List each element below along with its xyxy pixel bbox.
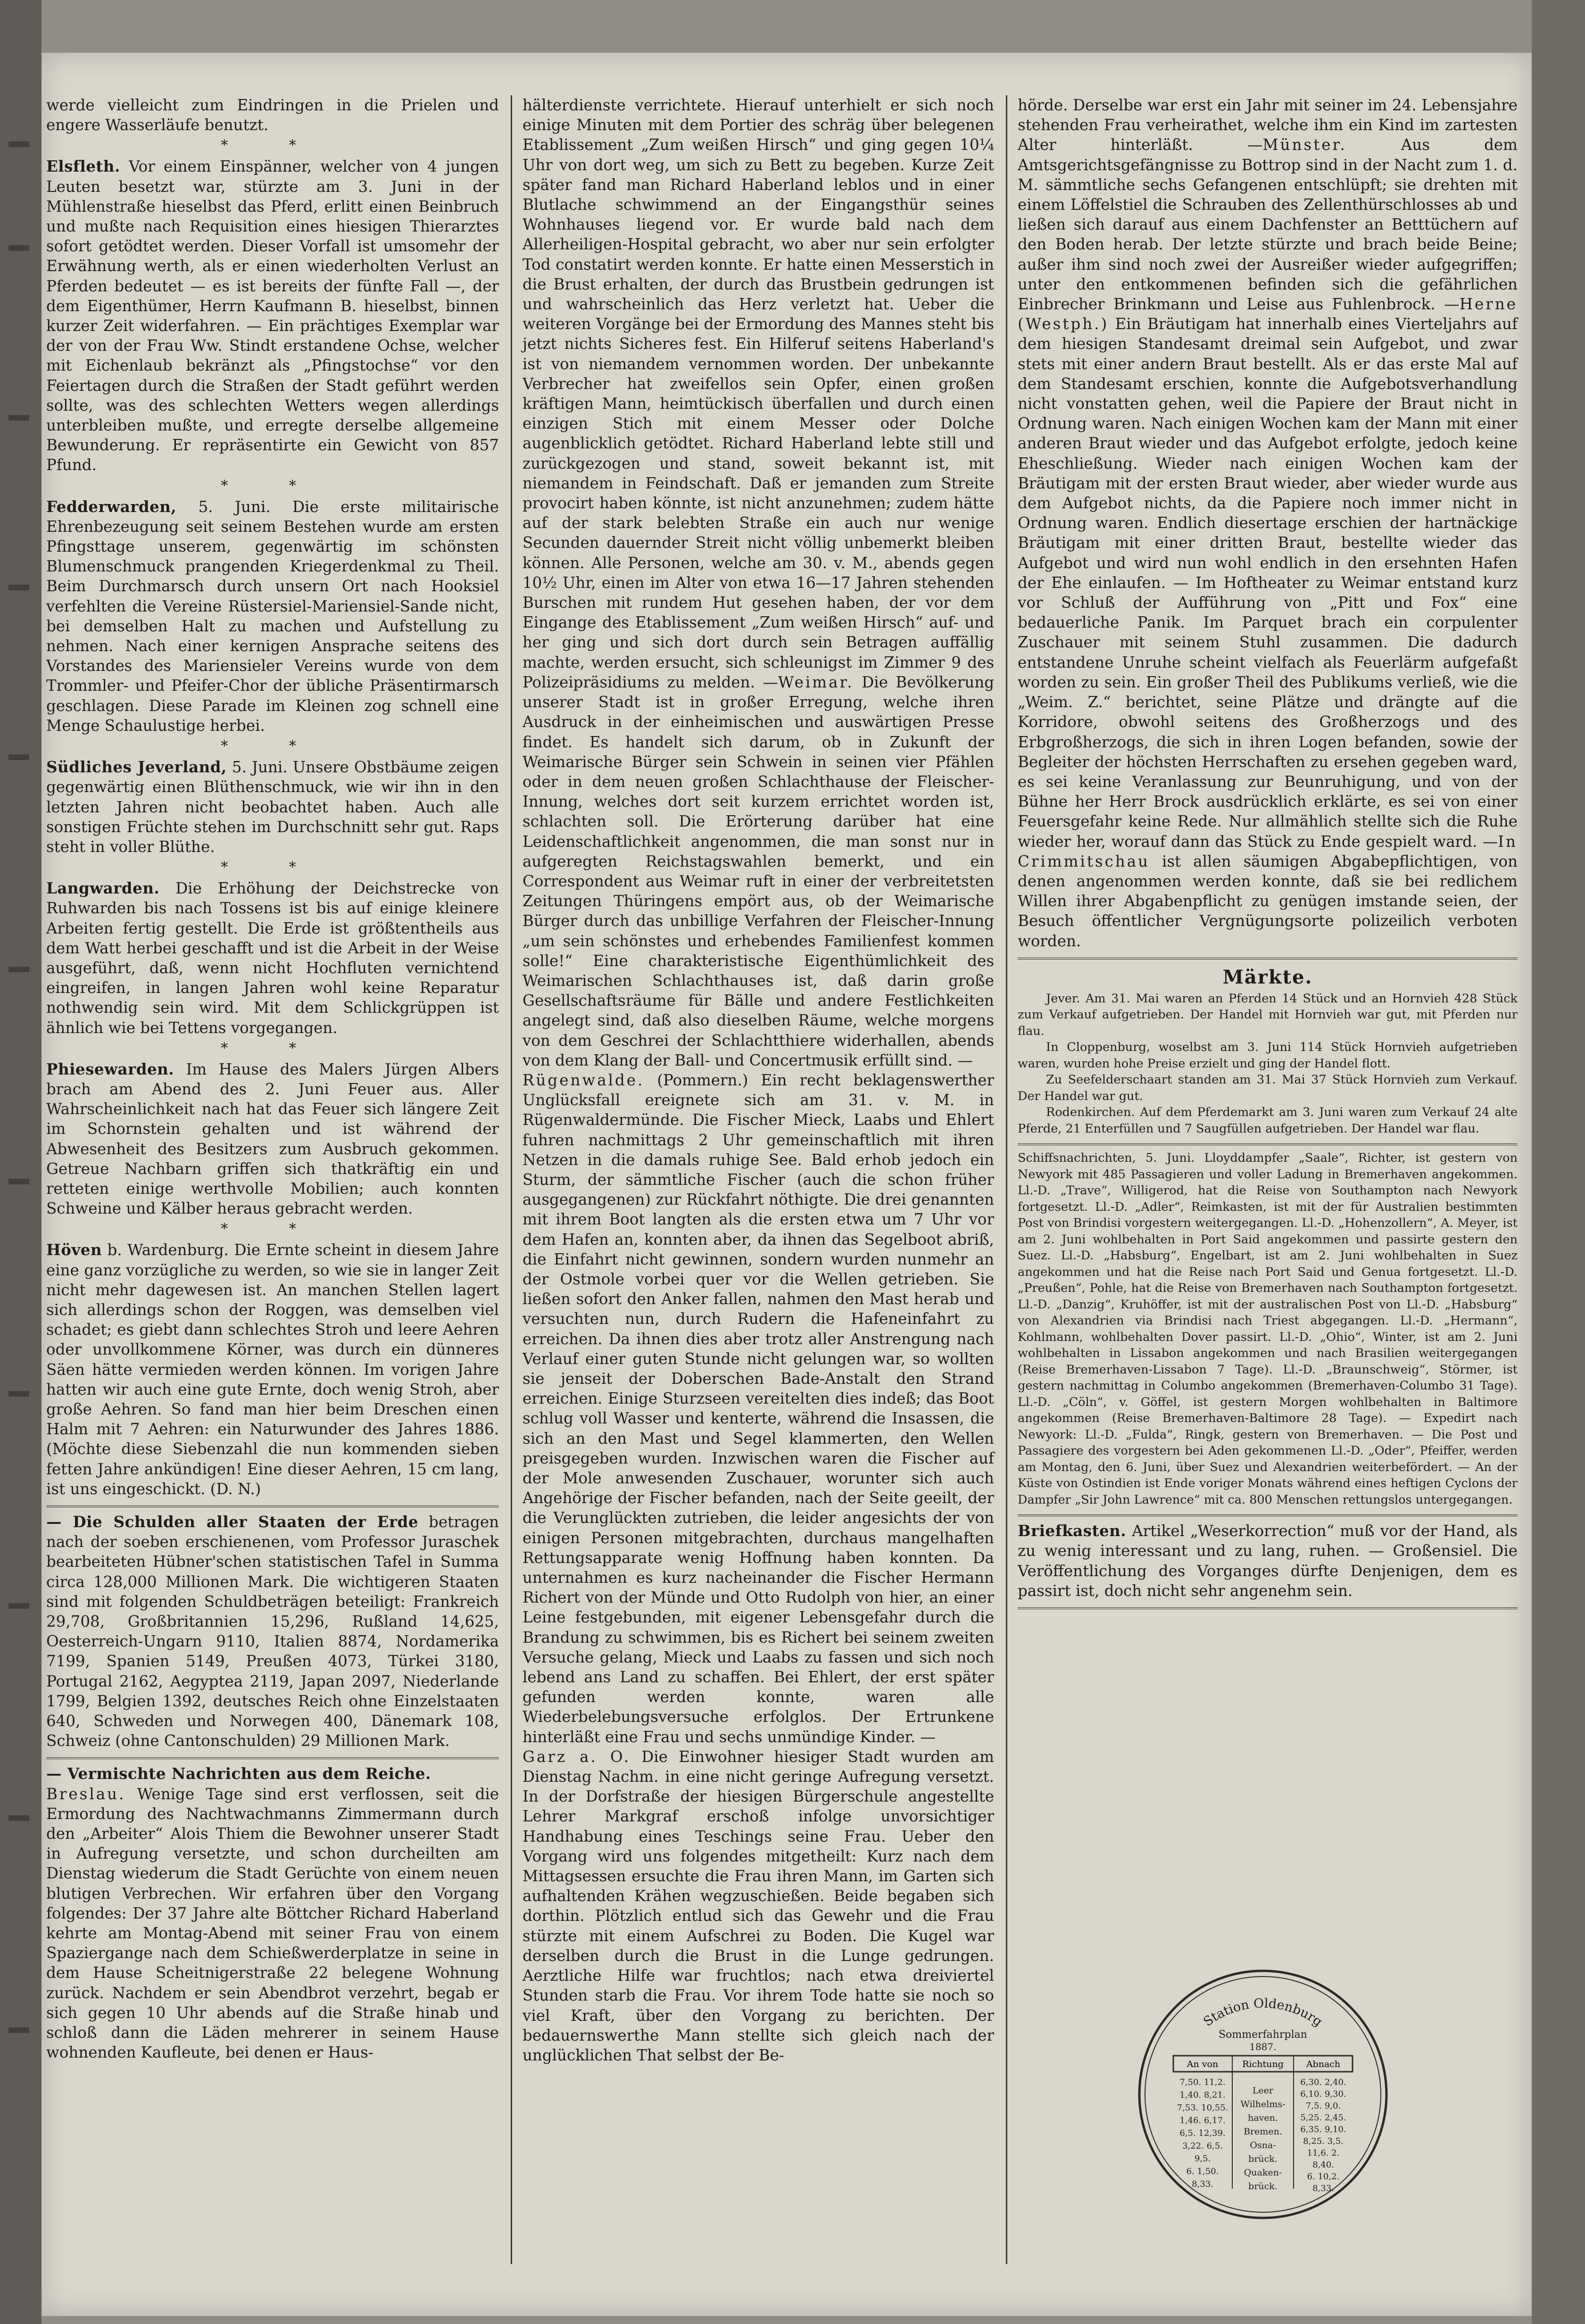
body-hoeven: b. Wardenburg. Die Ernte scheint in diesem Jahre eine ganz vorzügliche zu werden, so wie sie in langer Zeit nicht mehr dagewesen ist. An manchen Stellen lagert sich allerdings schon der Roggen, was demselben viel schadet; es giebt dann schlechtes Stroh und leere Aehren oder unvollkommene Körner, was durch ein dünneres Säen hätte vermieden werden können. Im vorigen Jahre hatten wir auch eine gute Ernte, doch wenig Stroh, aber große Aehren. So fand man hier beim Dreschen einen Halm mit 7 Aehren: ein Naturwunder des Jahres 1886. (Möchte diese Siebenzahl die nun kommenden sieben fetten Jahre ankündigen! Eine dieser Aehren, 15 cm lang, ist uns eingeschickt. (D. N.) xyxy=(46,1241,499,1498)
column-rule xyxy=(1006,95,1007,2264)
column-1 xyxy=(46,95,499,2062)
arrival-time: 1,40. 8,21. xyxy=(1179,2090,1226,2100)
departure-time: 11,6. 2. xyxy=(1307,2148,1340,2158)
section-rule xyxy=(1018,1607,1518,1609)
body-elsfleth: Vor einem Einspänner, welcher von 4 jungen Leuten besetzt war, stürzte am 3. Juni in der Mühlenstraße hieselbst das Pferd, erlitt einen Beinbruch und mußte nach Requisition eines hiesigen Thierarztes sofort getödtet werden. Dieser Vorfall ist umsomehr der Erwähnung werth, als er einen wiederholten Verlust an Pferden bedeutet — es ist bereits der fünfte Fall —, der dem Eigenthümer, Herrn Kaufmann B. hieselbst, binnen kurzer Zeit widerfahren. — Ein prächtiges Exemplar war der von der Frau Ww. Stindt erstandene Ochse, welcher mit Eichenlaub bekränzt als „Pfingstochse“ vor den Feiertagen durch die Straßen der Stadt geführt werden sollte, was des schlechten Wetters wegen allerdings unterbleiben mußte, und erregte derselbe allgemeine Bewunderung. Er repräsentirte ein Gewicht von 857 Pfund. xyxy=(46,157,499,474)
article-phiesewarden xyxy=(46,1059,499,1219)
column-2 xyxy=(523,95,994,2065)
article-breslau-cont: hälterdienste verrichtete. Hierauf unterhielt er sich noch einige Minuten mit dem Portier des schräg über belegenen Etablissement „Zum weißen Hirsch“ und ging gegen 10¼ Uhr von dort weg, um sich zu Bett zu begeben. Kurze Zeit später fand man Richard Haberland leblos und in einer Blutlache schwimmend an der Eingangsthür seines Wohnhauses liegend vor. Er wurde bald nach dem Allerheiligen-Hospital gebracht, wo aber nur sein erfolgter Tod constatirt werden konnte. Er hatte einen Messerstich in die Brust erhalten, der durch das Brustbein gedrungen ist und wahrscheinlich das Herz verletzt hat. Ueber die weiteren Vorgänge bei der Ermordung des Mannes steht bis jetzt nichts Sicheres fest. Ein Hilferuf seitens Haberland's ist von niemandem vernommen worden. Der unbekannte Verbrecher hat zweifellos sein Opfer, einen großen kräftigen Mann, heimtückisch überfallen und durch einen einzigen Stich mit einem Messer oder Dolche augenblicklich getödtet. Richard Haberland lebte still und zurückgezogen und stand, soweit bekannt ist, mit niemandem in Feindschaft. Daß er jemanden zum Streite provocirt haben könnte, ist nicht anzunehmen; zudem hätte auf der stark belebten Straße ein auch nur wenige Secunden dauernder Streit nicht völlig unbemerkt bleiben können. Alle Personen, welche am 30. v. M., abends gegen 10½ Uhr, einen im Alter von etwa 16—17 Jahren stehenden Burschen mit rundem Hut gesehen haben, der vor dem Eingange des Etablissement „Zum weißen Hirsch“ auf- und her ging und sich dort durch sein Betragen auffällig machte, werden ersucht, sich schleunigst im Zimmer 9 des Polizeipräsidiums zu melden. —Weimar. Die Bevölkerung unserer Stadt ist in großer Erregung, welche ihren Ausdruck in der einheimischen und auswärtigen Presse findet. Es handelt sich darum, ob in Zukunft der Weimarische Bürger sein Schwein in seinen vier Pfählen oder in dem neuen großen Schlachthause der Fleischer-Innung, welches dort seit kurzem errichtet worden ist, schlachten soll. Die Erörterung darüber hat eine Leidenschaftlichkeit angenommen, die man sonst nur in aufgeregten Reichstagswahlen bemerkt, und ein Correspondent aus Weimar ruft in einer der verbreitetsten Zeitungen Thüringens empört aus, ob der Weimarische Bürger durch das unbillige Verfahren der Fleischer-Innung „um sein schönstes und erhebendes Familienfest kommen solle!“ Eine charakteristische Eigenthümlichkeit des Weimarischen Schlachthauses ist, daß darin große Gesellschaftsräume für Bälle und andere Festlichkeiten angelegt sind, daß also dieselben Räume, welche morgens von dem Geschrei der Schlachtthiere widerhallen, abends von dem Klang der Ball- und Concertmusik erfüllt sind. — xyxy=(523,96,994,1069)
column-rule xyxy=(511,95,512,2264)
timetable-departures xyxy=(1300,2077,1346,2193)
seal-year: 1887. xyxy=(1249,2041,1277,2052)
article-fedderwarden xyxy=(46,497,499,736)
arrival-time: 9,5. xyxy=(1194,2154,1211,2164)
article-garz: Garz a. O. Die Einwohner hiesiger Stadt wurden am Dienstag Nachm. in eine nicht geringe Aufregung versetzt. In der Dorfstraße der hiesigen Bürgerschule angestellte Lehrer Markgraf erschoß infolge unvorsichtiger Handhabung eines Teschings seine Frau. Ueber den Vorgang wird uns folgendes mitgetheilt: Kurz nach dem Mittagsessen ersuchte die Frau ihren Mann, im Garten sich aufhaltenden Krähen wegzuschießen. Beide begaben sich dorthin. Plötzlich entlud sich das Gewehr und die Frau stürzte mit einem Aufschrei zu Boden. Die Kugel war derselben durch die Brust in die Lunge gedrungen. Aerztliche Hilfe war fruchtlos; nach etwa dreiviertel Stunden starb die Frau. Vor ihrem Tode hatte sie noch so viel Kraft, über den Vorgang zu berichten. Der bedauernswerthe Mann stellte sich gleich nach der unglücklichen That selbst der Be- xyxy=(523,1747,994,2064)
arrival-time: 3,22. 6,5. xyxy=(1182,2141,1223,2151)
arrival-time: 6,5. 12,39. xyxy=(1179,2128,1226,2138)
body-langwarden: Die Erhöhung der Deichstrecke von Ruhwarden bis nach Tossens ist bis auf einige kleinere Arbeiten fertig gestellt. Die Erde ist größtentheils aus dem Watt herbei geschafft und ist die Arbeit in der Weise ausgeführt, daß, wenn nicht Hochfluten vernichtend eingreifen, in langen Jahren wohl keine Reparatur nothwendig sein wird. Mit dem Schlickgrüppen ist ähnlich wie bei Tettens vorgegangen. xyxy=(46,879,499,1037)
departure-time: 6,30. 2,40. xyxy=(1300,2077,1346,2087)
body-schulden: betragen nach der soeben erschienenen, vom Professor Juraschek bearbeiteten Hübner'schen statistischen Tafel in Summa circa 128,000 Millionen Mark. Die wichtigeren Staaten sind mit folgenden Schuldbeträgen beteiligt: Frankreich 29,708, Großbritannien 15,296, Rußland 14,625, Oesterreich-Ungarn 9110, Italien 8874, Nordamerika 7199, Spanien 5149, Preußen 4073, Türkei 3180, Portugal 2162, Aegyptea 2119, Japan 2097, Niederlande 1799, Belgien 1392, deutsches Reich ohne Einzelstaaten 640, Schweden und Norwegen 400, Dänemark 108, Schweiz (ohne Cantonschulden) 29 Millionen Mark. xyxy=(46,1513,499,1750)
place-garz: Garz a. O. xyxy=(523,1747,631,1766)
intro-text: werde vielleicht zum Eindringen in die Prielen und engere Wasserläufe benutzt. xyxy=(46,96,499,134)
arrival-time: 1,46. 6,17. xyxy=(1179,2116,1226,2126)
article-jeverland xyxy=(46,757,499,857)
destination-name: Bremen. xyxy=(1244,2126,1282,2137)
heading-jeverland: Südliches Jeverland, xyxy=(46,758,227,777)
seal-station-name: Station Oldenburg xyxy=(1201,1996,1325,2030)
separator-stars: * * xyxy=(221,1221,324,1238)
arrival-time: 8,33. xyxy=(1192,2179,1213,2189)
section-rule xyxy=(1018,958,1518,959)
body-fedderwarden: 5. Juni. Die erste militairische Ehrenbezeugung seit seinem Bestehen wurde am ersten Pfingsttage unserem, gegenwärtig im schönsten Blumenschmuck prangenden Kriegerdenkmal zu Theil. Beim Durchmarsch durch unsern Ort nach Hooksiel verfehlten die Vereine Rüstersiel-Mariensiel-Sande nicht, bei demselben Halt zu machen und Aufstellung zu nehmen. Nach einer kernigen Ansprache seitens des Vorstandes des Mariensieler Vereins wurde von dem Trommler- und Pfeifer-Chor der übliche Präsentirmarsch geschlagen. Diese Parade im Kleinen zog schnell eine Menge Schaulustige herbei. xyxy=(46,497,499,735)
departure-time: 5,25. 2,45. xyxy=(1300,2113,1346,2123)
destination-name: Leer xyxy=(1252,2085,1274,2096)
heading-elsfleth: Elsfleth. xyxy=(46,157,120,176)
header-arrival: An von xyxy=(1187,2059,1219,2069)
destination-name: Osna- xyxy=(1250,2140,1276,2150)
header-direction: Richtung xyxy=(1242,2059,1284,2069)
departure-time: 7,5. 9,0. xyxy=(1305,2101,1341,2111)
facing-page-edge xyxy=(0,0,41,2324)
destination-name: brück. xyxy=(1248,2154,1278,2164)
destination-name: brück. xyxy=(1248,2181,1278,2192)
separator-stars: * * xyxy=(221,859,324,876)
article-garz-cont: hörde. Derselbe war erst ein Jahr mit seiner im 24. Lebensjahre stehenden Frau verheirathet, welche ihm ein Kind im zartesten Alter hinterläßt. —Münster. Aus dem Amtsgerichtsgefängnisse zu Bottrop sind in der Nacht zum 1. d. M. sämmtliche sechs Gefangenen entschlüpft; sie drehten mit einem Löffelstiel die Schrauben des Zellenthürschlosses ab und ließen sich darauf aus einem Dachfenster an Betttüchern auf den Boden herab. Der letzte stürzte und brach beide Beine; außer ihm sind noch zwei der Ausreißer wieder aufgegriffen; unter den entkommenen befinden sich die gefährlichen Einbrecher Brinkmann und Leise aus Fuhlenbrock. —Herne (Westph.) Ein Bräutigam hat innerhalb eines Vierteljahrs auf dem hiesigen Standesamt dreimal sein Aufgebot, und zwar stets mit einer andern Braut bestellt. Als er das erste Mal auf dem Standesamt erschien, konnte die Aufgebotsverhandlung nicht vonstatten gehen, weil die Papiere der Braut nicht in Ordnung waren. Nach einigen Wochen kam der Mann mit einer anderen Braut wieder und das Aufgebot erfolgte, jedoch keine Eheschließung. Wieder nach einigen Wochen kam der Bräutigam mit der ersten Braut wieder, aber wieder wurde aus dem Aufgebot nichts, da die Papiere noch immer nicht in Ordnung waren. Endlich diesertage erschien der hartnäckige Bräutigam mit einer dritten Braut, bestellte wieder das Aufgebot und wird nun wohl endlich in den ersehnten Hafen der Ehe einlaufen. — Im Hoftheater zu Weimar entstand kurz vor Schluß der Aufführung von „Pitt und Fox“ eine bedauerliche Panik. Im Parquet brach ein corpulenter Zuschauer mit seinem Stuhl zusammen. Die dadurch entstandene Unruhe scheint vielfach als Feuerlärm aufgefaßt worden zu sein. Ein großer Theil des Publikums verließ, wie die „Weim. Z.“ berichtet, seine Plätze und drängte auf die Korridore, obwohl seitens des Großherzogs und des Erbgroßherzogs, die sich in ihren Logen befanden, sowie der Begleiter der höchsten Herrschaften zu ersehen gegeben ward, es sei keine Veranlassung zur Beunruhigung, und von der Bühne her Herr Brock ausdrücklich erklärte, es sei von einer Feuersgefahr keine Rede. Nur allmählich stellte sich die Ruhe wieder her, worauf dann das Stück zu Ende gespielt ward. —In Crimmitschau ist allen säumigen Abgabepflichtigen, von denen angenommen werden konnte, daß sie bei redlichem Willen ihrer Abgabenpflicht zu genügen imstande seien, der Besuch öffentlicher Vergnügungsorte polizeilich verboten worden. xyxy=(1018,96,1518,950)
market-jever: Jever. Am 31. Mai waren an Pferden 14 Stück und an Hornvieh 428 Stück zum Verkauf aufgetrieben. Der Handel mit Hornvieh war gut, mit Pferden nur flau. xyxy=(1018,991,1518,1038)
body-phiesewarden: Im Hause des Malers Jürgen Albers brach am Abend des 2. Juni Feuer aus. Aller Wahrscheinlichkeit nach hat das Feuer sich längere Zeit im Schornstein gehalten und ist während der Abwesenheit des Besitzers zum Ausbruch gekommen. Getreue Nachbarn griffen sich thatkräftig ein und retteten einige werthvolle Mobilien; auch konnten Schweine und Kälber heraus gebracht werden. xyxy=(46,1060,499,1218)
place-breslau: Breslau. xyxy=(46,1785,126,1803)
separator-stars: * * xyxy=(221,477,324,494)
shipping-news xyxy=(1018,1150,1518,1508)
timetable-arrivals xyxy=(1177,2077,1228,2189)
book-edge xyxy=(1532,0,1585,2324)
section-rule xyxy=(1018,1143,1518,1145)
place-crimmitschau: In Crimmitschau xyxy=(1018,832,1518,870)
article-briefkasten: Briefkasten. Artikel „Weserkorrection“ muß vor der Hand, als zu wenig interessant und zu lang, ruhen. — Großensiel. Die Veröffentlichung des Vorganges dürfte Denjenigen, dem es passirt ist, doch nicht sehr angenehm sein. xyxy=(1018,1522,1518,1600)
destination-name: Quaken- xyxy=(1244,2167,1282,2178)
article-langwarden xyxy=(46,878,499,1038)
arrival-time: 7,50. 11,2. xyxy=(1179,2077,1226,2087)
market-seefelderschaart: Zu Seefelderschaart standen am 31. Mai 37 Stück Hornvieh zum Verkauf. Der Handel war gut. xyxy=(1018,1073,1518,1103)
section-rule xyxy=(1018,1514,1518,1516)
departure-time: 8,40. xyxy=(1312,2160,1334,2170)
column-3 xyxy=(1018,95,1518,1614)
arrival-time: 6. 1,50. xyxy=(1186,2167,1219,2176)
heading-schulden: — Die Schulden aller Staaten der Erde xyxy=(46,1513,419,1531)
heading-briefkasten: Briefkasten. xyxy=(1018,1522,1127,1540)
heading-phiesewarden: Phiesewarden. xyxy=(46,1059,174,1078)
separator-stars: * * xyxy=(221,137,324,154)
place-herne: Herne (Westph.) xyxy=(1018,295,1518,333)
market-reports xyxy=(1018,991,1518,1137)
article-elsfleth xyxy=(46,157,499,475)
departure-time: 8,33. xyxy=(1312,2183,1334,2193)
section-rule xyxy=(46,1757,499,1759)
separator-stars: * * xyxy=(221,738,324,755)
place-weimar: Weimar. xyxy=(778,673,854,691)
heading-hoeven: Höven xyxy=(46,1241,102,1259)
heading-fedderwarden: Fedderwarden, xyxy=(46,497,177,516)
departure-time: 6. 10,2. xyxy=(1307,2172,1340,2182)
body-breslau: Wenige Tage sind erst verflossen, seit die Ermordung des Nachtwachmanns Zimmermann durch den „Arbeiter“ Alois Thiem die Bewohner unserer Stadt in Aufregung versetzte, und schon durcheilten am Dienstag wiederum die Stadt Gerüchte von einem neuen blutigen Verbrechen. Wir erfahren über den Vorgang folgendes: Der 37 Jahre alte Böttcher Richard Haberland kehrte am Montag-Abend mit seiner Frau von einem Spaziergange nach dem Schießwerderplatze in seine in dem Hause Scheitnigerstraße 22 belegene Wohnung zurück. Nachdem er sein Abendbrot verzehrt, begab er sich gegen 10 Uhr abends auf die Straße hinab und schloß dann die Läden mehrerer in seinem Hause wohnenden Kaufleute, bei denen er Haus- xyxy=(46,1785,499,2062)
destination-name: haven. xyxy=(1248,2113,1278,2123)
departure-time: 8,25. 3,5. xyxy=(1303,2136,1344,2146)
header-departure: Abnach xyxy=(1306,2059,1341,2069)
shipping-text: Schiffsnachrichten, 5. Juni. Lloyddampfer „Saale“, Richter, ist gestern von Newyork mit 485 Passagieren und voller Ladung in Bremerhaven angekommen. Ll.-D. „Trave“, Willigerod, hat die Reise von Southampton nach Newyork fortgesetzt. Ll.-D. „Adler“, Reimkasten, ist mit der für Australien bestimmten Post von Brindisi vorgestern weitergegangen. Ll.-D. „Hohenzollern“, A. Meyer, ist am 2. Juni wohlbehalten in Port Said angekommen und passirte gestern den Suez. Ll.-D. „Habsburg“, Engelbart, ist am 2. Juni wohlbehalten in Suez angekommen und hat die Reise nach Port Said und Genua fortgesetzt. Ll.-D. „Preußen“, Pohle, hat die Reise von Bremerhaven nach Southampton fortgesetzt. Ll.-D. „Danzig“, Kruhöffer, ist mit der australischen Post von Ll.-D. „Habsburg“ von Alexandrien via Brindisi nach Triest abgegangen. Ll.-D. „Hermann“, Kohlmann, wohlbehalten Dover passirt. Ll.-D. „Ohio“, Winter, ist am 2. Juni wohlbehalten in Lissabon angekommen und nach Brasilien weitergegangen (Reise Bremerhaven-Lissabon 7 Tage). Ll.-D. „Braunschweig“, Störmer, ist gestern nachmittag in Columbo angekommen (Bremerhaven-Columbo 31 Tage). Ll.-D. „Cöln“, v. Göffel, ist gestern Morgen wohlbehalten in Baltimore angekommen (Reise Bremerhaven-Baltimore 28 Tage). — Expedirt nach Newyork: Ll.-D. „Fulda“, Ringk, gestern von Bremerhaven. — Die Post und Passagiere des vorgestern bei Aden gekommenen Ll.-D. „Oder“, Pfeiffer, werden am Montag, den 6. Juni, über Suez und Alexandrien weiterbefördert. — An der Küste von Ostindien ist Ende voriger Monats während eines heftigen Cyclons der Dampfer „Sir John Lawrence“ mit ca. 800 Menschen rettungslos untergegangen. xyxy=(1018,1151,1518,1507)
place-ruegenwalde: Rügenwalde. xyxy=(523,1071,645,1089)
separator-stars: * * xyxy=(221,1040,324,1057)
place-muenster: Münster. xyxy=(1262,136,1347,154)
section-heading-reich: — Vermischte Nachrichten aus dem Reiche. xyxy=(46,1764,431,1783)
newspaper-page xyxy=(41,53,1532,2316)
market-rodenkirchen: Rodenkirchen. Auf dem Pferdemarkt am 3. Juni waren zum Verkauf 24 alte Pferde, 21 Enterfüllen und 7 Saugfüllen aufgetrieben. Der Handel war flau. xyxy=(1018,1105,1518,1136)
section-rule xyxy=(46,1505,499,1507)
destination-name: Wilhelms- xyxy=(1240,2099,1286,2109)
timetable-destinations xyxy=(1240,2085,1285,2192)
market-cloppenburg: In Cloppenburg, woselbst am 3. Juni 114 Stück Hornvieh aufgetrieben waren, wurden hohe Preise erzielt und ging der Handel flott. xyxy=(1018,1040,1518,1071)
arrival-time: 7,53. 10,55. xyxy=(1177,2103,1228,2113)
body-jeverland: 5. Juni. Unsere Obstbäume zeigen gegenwärtig einen Blüthenschmuck, wie wir ihn in den letzten Jahren nicht beobachtet haben. Auch alle sonstigen Früchte stehen im Durchschnitt sehr gut. Raps steht in voller Blüthe. xyxy=(46,758,499,856)
article-ruegenwalde: Rügenwalde. (Pommern.) Ein recht beklagenswerther Unglücksfall ereignete sich am 31. v. M. in Rügenwaldermünde. Die Fischer Mieck, Laabs und Ehlert fuhren nachmittags 2 Uhr gemeinschaftlich mit ihren Netzen in die damals ruhige See. Bald erhob jedoch ein Sturm, der sämmtliche Fischer (auch die schon früher ausgegangenen) zur Rückfahrt nöthigte. Die drei genannten mit ihrem Boot langten als die ersten etwa um 7 Uhr vor dem Hafen an, konnten aber, da ihnen das Segelboot abriß, die Einfahrt nicht gewinnen, sondern wurden nunmehr an der Ostmole vorbei quer vor die Wellen getrieben. Sie ließen sofort den Anker fallen, nahmen den Mast herab und versuchten nun, durch Rudern die Hafeneinfahrt zu erreichen. Da ihnen dies aber trotz aller Anstrengung nach Verlauf einer guten Stunde nicht gelungen war, so wollten sie jenseit der Doberschen Bade-Anstalt den Strand erreichen. Einige Sturzseen vereitelten dies indeß; das Boot schlug voll Wasser und kenterte, während die Insassen, die sich an den Mast und Segel klammerten, den Wellen preisgegeben wurden. Inzwischen waren die Fischer auf der Mole anwesenden Zuschauer, worunter sich auch Angehörige der Fischer befanden, nach der Seite geeilt, der die Verunglückten zutrieben, die leider angesichts der von einigen Personen mitgebrachten, durchaus mangelhaften Rettungsapparate wenig Hoffnung haben konnten. Da unternahmen es kurz nacheinander die Fischer Hermann Richert von der Münde und Otto Rudolph von hier, an einer Leine festgebunden, mit eigener Lebensgefahr durch die Brandung zu schwimmen, bis es Richert bei seinem zweiten Versuche gelang, Mieck und Laabs zu fassen und sich noch lebend ans Land zu schaffen. Bei Ehlert, der erst später gefunden werden konnte, waren alle Wiederbelebungsversuche erfolglos. Der Ertrunkene hinterläßt eine Frau und sechs unmündige Kinder. — xyxy=(523,1071,994,1746)
departure-time: 6,35. 9,10. xyxy=(1300,2125,1346,2134)
heading-langwarden: Langwarden. xyxy=(46,879,160,898)
article-hoeven xyxy=(46,1240,499,1499)
timetable-seal xyxy=(1136,1967,1390,2222)
heading-maerkte: Märkte. xyxy=(1222,966,1313,988)
article-schulden xyxy=(46,1512,499,1751)
article-breslau xyxy=(46,1784,499,2063)
departure-time: 6,10. 9,30. xyxy=(1300,2089,1346,2099)
seal-plan-label: Sommerfahrplan xyxy=(1219,2029,1307,2041)
